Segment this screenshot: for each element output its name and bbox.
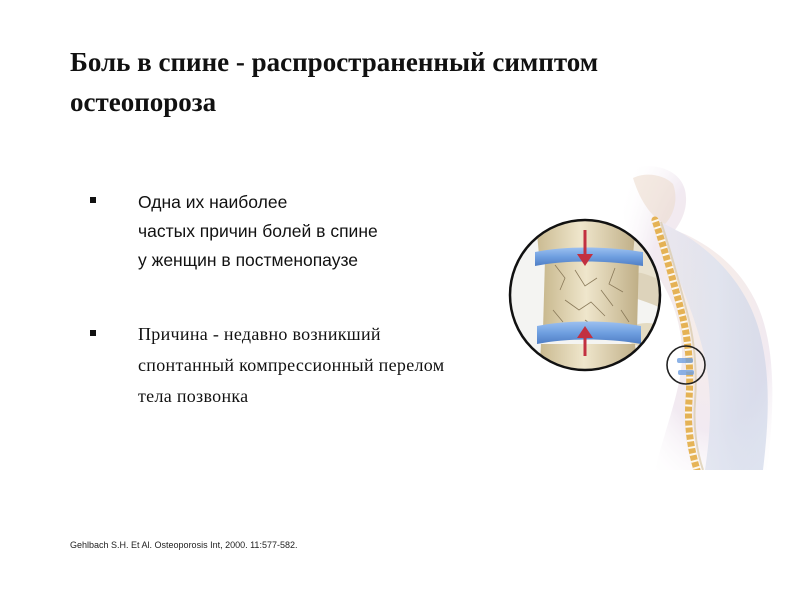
spine-illustration bbox=[505, 160, 800, 470]
bullet-list bbox=[90, 188, 520, 412]
bullet-square-icon bbox=[90, 197, 96, 203]
slide-title bbox=[70, 42, 730, 122]
title-line: Боль в спине - распространенный симптом bbox=[70, 47, 599, 77]
bullet-text-line: тела позвонка bbox=[138, 386, 249, 406]
title-line: остеопороза bbox=[70, 87, 217, 117]
bullet-item bbox=[90, 319, 520, 412]
bullet-text-line: Одна их наиболее bbox=[138, 192, 288, 212]
bullet-text-line: спонтанный компрессионный перелом bbox=[138, 355, 445, 375]
bullet-text-line: частых причин болей в спине bbox=[138, 221, 378, 241]
bullet-text-line: Причина - недавно возникший bbox=[138, 324, 381, 344]
bullet-text-line: у женщин в постменопаузе bbox=[138, 250, 359, 270]
bullet-square-icon bbox=[90, 330, 96, 336]
citation: Gehlbach S.H. Et Al. Osteoporosis Int, 2000. 11:577-582. bbox=[70, 540, 298, 550]
bullet-item bbox=[90, 188, 520, 275]
